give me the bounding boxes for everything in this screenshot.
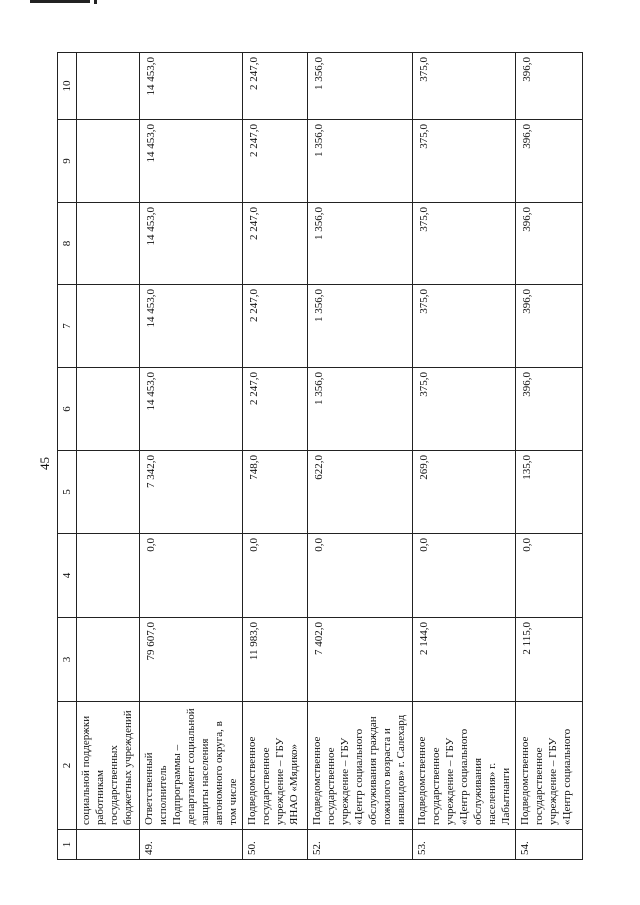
table-row xyxy=(308,53,413,860)
row-number-cell: 54. xyxy=(516,830,583,860)
value-cell: 1 356,0 xyxy=(308,203,413,285)
value-cell: 14 453,0 xyxy=(140,285,243,368)
col-header: 7 xyxy=(58,285,77,368)
row-number-cell: 52. xyxy=(308,830,413,860)
value-cell: 14 453,0 xyxy=(140,53,243,120)
value-cell: 396,0 xyxy=(516,368,583,451)
value-cell: 2 144,0 xyxy=(413,618,516,702)
table-row xyxy=(243,53,308,860)
value-cell: 0,0 xyxy=(413,534,516,618)
col-header: 3 xyxy=(58,618,77,702)
col-header: 8 xyxy=(58,203,77,285)
value-cell: 375,0 xyxy=(413,120,516,203)
value-cell xyxy=(77,368,140,451)
col-header: 2 xyxy=(58,702,77,830)
value-cell: 0,0 xyxy=(516,534,583,618)
value-cell: 396,0 xyxy=(516,120,583,203)
value-cell: 1 356,0 xyxy=(308,368,413,451)
value-cell xyxy=(77,618,140,702)
row-name-cell: Ответственный исполнитель Подпрограммы – департамент социальной защиты населения автономного округа, в том числе xyxy=(140,702,243,830)
value-cell: 2 247,0 xyxy=(243,120,308,203)
table-row xyxy=(516,53,583,860)
row-name-cell: Подведомственное государственное учреждение – ГБУ «Центр социального xyxy=(516,702,583,830)
value-cell: 748,0 xyxy=(243,451,308,534)
row-name-cell: Подведомственное государственное учреждение – ГБУ «Центр социального обслуживания населения» г. Лабытнанги xyxy=(413,702,516,830)
col-header: 9 xyxy=(58,120,77,203)
value-cell: 2 247,0 xyxy=(243,285,308,368)
value-cell: 7 402,0 xyxy=(308,618,413,702)
value-cell: 14 453,0 xyxy=(140,120,243,203)
scan-edge-dot xyxy=(94,0,97,4)
value-cell: 0,0 xyxy=(140,534,243,618)
value-cell xyxy=(77,203,140,285)
value-cell: 1 356,0 xyxy=(308,285,413,368)
value-cell: 11 983,0 xyxy=(243,618,308,702)
table-row xyxy=(140,53,243,860)
value-cell: 14 453,0 xyxy=(140,368,243,451)
value-cell: 1 356,0 xyxy=(308,53,413,120)
value-cell: 0,0 xyxy=(243,534,308,618)
col-header: 5 xyxy=(58,451,77,534)
budget-table xyxy=(57,52,583,860)
value-cell: 396,0 xyxy=(516,285,583,368)
col-header: 6 xyxy=(58,368,77,451)
value-cell: 396,0 xyxy=(516,203,583,285)
value-cell: 2 247,0 xyxy=(243,368,308,451)
value-cell: 622,0 xyxy=(308,451,413,534)
col-header: 4 xyxy=(58,534,77,618)
scan-edge-mark xyxy=(30,0,90,3)
value-cell: 2 247,0 xyxy=(243,53,308,120)
value-cell: 1 356,0 xyxy=(308,120,413,203)
value-cell: 79 607,0 xyxy=(140,618,243,702)
value-cell: 14 453,0 xyxy=(140,203,243,285)
value-cell: 375,0 xyxy=(413,53,516,120)
row-number-cell: 50. xyxy=(243,830,308,860)
col-header: 1 xyxy=(58,830,77,860)
row-number-cell: 53. xyxy=(413,830,516,860)
table-row xyxy=(413,53,516,860)
value-cell: 0,0 xyxy=(308,534,413,618)
value-cell: 2 115,0 xyxy=(516,618,583,702)
page-number: 45 xyxy=(37,457,52,470)
value-cell: 7 342,0 xyxy=(140,451,243,534)
value-cell xyxy=(77,534,140,618)
row-name-cell: Подведомственное государственное учреждение – ГБУ ЯНАО «Мядико» xyxy=(243,702,308,830)
row-number-cell xyxy=(77,830,140,860)
value-cell: 269,0 xyxy=(413,451,516,534)
value-cell: 135,0 xyxy=(516,451,583,534)
value-cell: 375,0 xyxy=(413,368,516,451)
value-cell: 396,0 xyxy=(516,53,583,120)
table-row xyxy=(77,53,140,860)
value-cell: 375,0 xyxy=(413,203,516,285)
value-cell xyxy=(77,120,140,203)
row-number-cell: 49. xyxy=(140,830,243,860)
value-cell: 2 247,0 xyxy=(243,203,308,285)
rotated-page xyxy=(27,45,607,860)
value-cell xyxy=(77,53,140,120)
header-row xyxy=(58,53,77,860)
value-cell xyxy=(77,451,140,534)
row-name-cell: социальной поддержки работникам государственных бюджетных учреждений xyxy=(77,702,140,830)
value-cell xyxy=(77,285,140,368)
row-name-cell: Подведомственное государственное учреждение – ГБУ «Центр социального обслуживания граждан пожилого возраста и инвалидов» г. Салехард xyxy=(308,702,413,830)
value-cell: 375,0 xyxy=(413,285,516,368)
col-header: 10 xyxy=(58,53,77,120)
